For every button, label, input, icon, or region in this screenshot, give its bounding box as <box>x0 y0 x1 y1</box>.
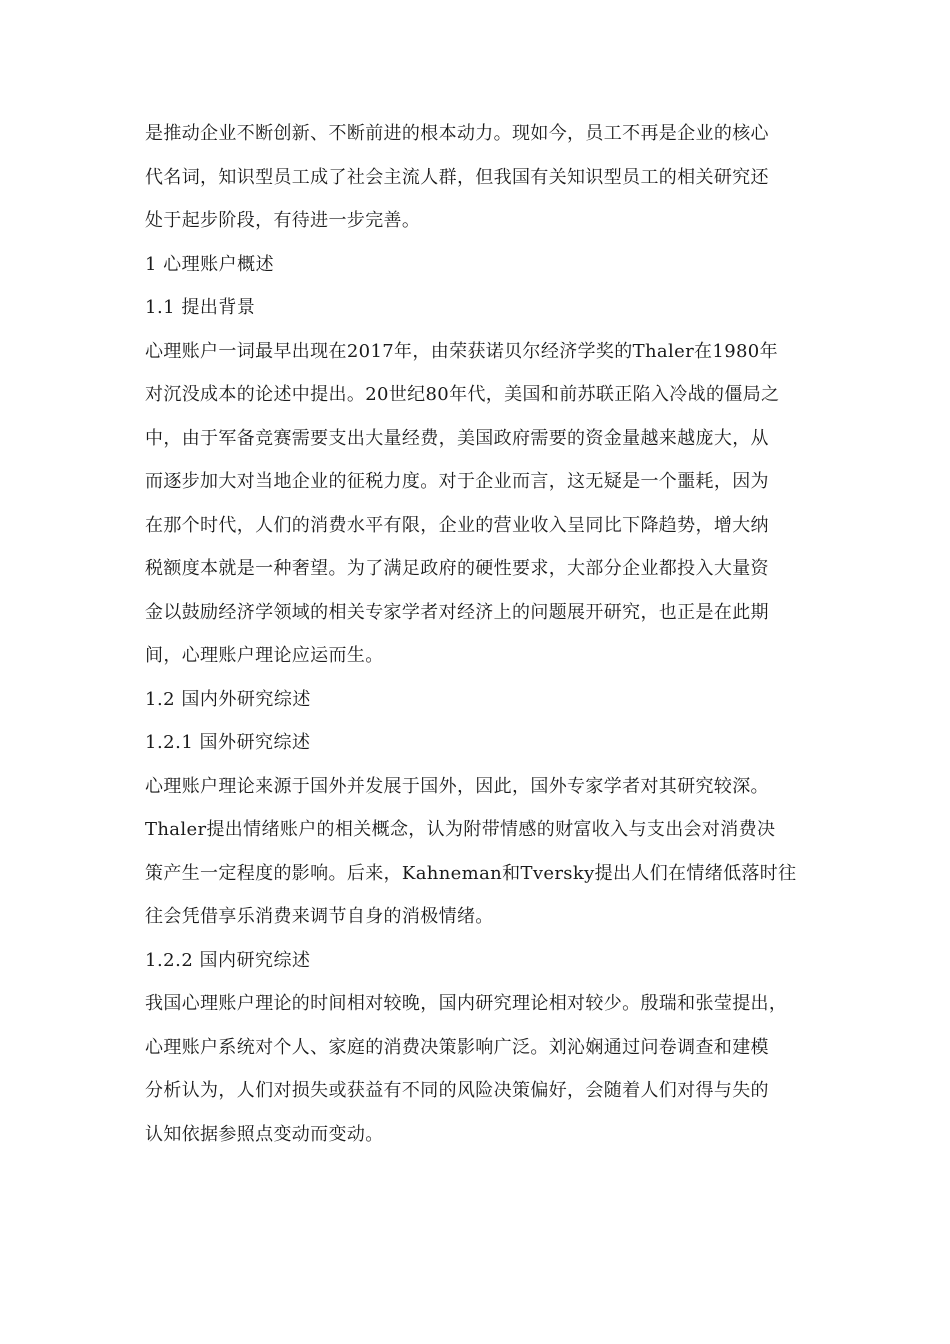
paragraph-line: 间，心理账户理论应运而生。 <box>145 645 384 666</box>
paragraph-line: Thaler提出情绪账户的相关概念，认为附带情感的财富收入与支出会对消费决 <box>145 819 776 840</box>
paragraph-line: 策产生一定程度的影响。后来，Kahneman和Tversky提出人们在情绪低落时往 <box>145 862 797 884</box>
paragraph-line: 代名词，知识型员工成了社会主流人群，但我国有关知识型员工的相关研究还 <box>145 166 769 188</box>
paragraph-line: 在那个时代，人们的消费水平有限，企业的营业收入呈同比下降趋势，增大纳 <box>145 514 769 536</box>
subsection-heading: 1.1 提出背景 <box>145 297 256 318</box>
document-body <box>145 112 810 1156</box>
section-heading: 1 心理账户概述 <box>145 253 275 275</box>
paragraph-line: 认知依据参照点变动而变动。 <box>145 1123 384 1145</box>
subsubsection-heading: 1.2.2 国内研究综述 <box>145 949 311 971</box>
paragraph-line: 处于起步阶段，有待进一步完善。 <box>145 210 421 231</box>
paragraph-line: 心理账户一词最早出现在2017年，由荣获诺贝尔经济学奖的Thaler在1980年 <box>145 340 778 362</box>
paragraph-line: 中，由于军备竞赛需要支出大量经费，美国政府需要的资金量越来越庞大，从 <box>145 427 769 449</box>
paragraph-line: 而逐步加大对当地企业的征税力度。对于企业而言，这无疑是一个噩耗，因为 <box>145 471 769 492</box>
paragraph-line: 心理账户理论来源于国外并发展于国外，因此，国外专家学者对其研究较深。 <box>145 775 769 797</box>
paragraph-line: 金以鼓励经济学领域的相关专家学者对经济上的问题展开研究，也正是在此期 <box>145 601 769 623</box>
paragraph-line: 分析认为，人们对损失或获益有不同的风险决策偏好，会随着人们对得与失的 <box>145 1080 769 1101</box>
subsubsection-heading: 1.2.1 国外研究综述 <box>145 732 311 753</box>
paragraph-line: 对沉没成本的论述中提出。20世纪80年代，美国和前苏联正陷入冷战的僵局之 <box>145 384 780 405</box>
paragraph-line: 往会凭借享乐消费来调节自身的消极情绪。 <box>145 906 494 927</box>
paragraph-line: 心理账户系统对个人、家庭的消费决策影响广泛。刘沁娴通过问卷调查和建模 <box>145 1036 769 1058</box>
subsection-heading: 1.2 国内外研究综述 <box>145 688 311 710</box>
paragraph-line: 我国心理账户理论的时间相对较晚，国内研究理论相对较少。殷瑞和张莹提出， <box>145 993 788 1014</box>
paragraph-line: 是推动企业不断创新、不断前进的根本动力。现如今，员工不再是企业的核心 <box>145 123 769 144</box>
paragraph-line: 税额度本就是一种奢望。为了满足政府的硬性要求，大部分企业都投入大量资 <box>145 558 769 579</box>
